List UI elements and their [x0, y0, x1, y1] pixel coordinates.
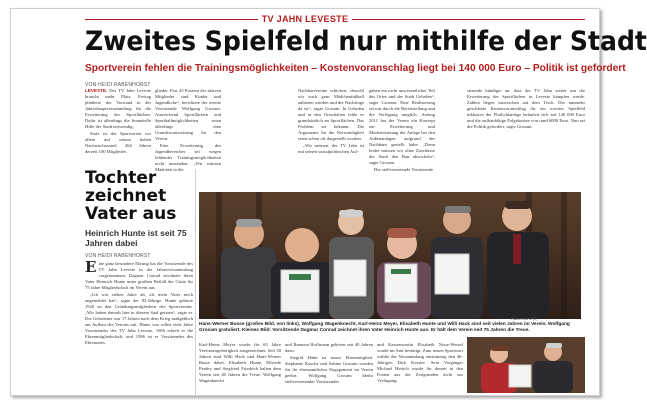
- paragraph: sitzende kündigte an, dass der TV Jahn weiter um die Erweiterung der Sportflächen in Leveste kämpfen werde. Zahlen liegen inzwischen auf dem Tisch. Der nunmehr geschätzte Kostenvoranschlag für ein zweites Spielfeld inklusive der Flutlichtanlage belaufen sich auf 140 000 Euro und die aufbaufähige Folgekosten von rund 6000 Euro. Nun sei die Politik gefordert, sagte Grosam.: [467, 88, 585, 129]
- paragraph: Der stellvertretende Vorsitzende: [374, 167, 434, 172]
- side-column-left: [85, 258, 193, 393]
- paragraph: und Kassenwartin Elisabeth Nisse-Wetzel wurde im Amt bestätigt. Zum neuen Sportwart wählte die Versammlung einstimmig den 46-Jährigen Dirk Kessler. Sein Vorgänger Michael Hettich wurde für diesen in den Posten aus der Zeitgründen nicht zur Verfügung.: [377, 342, 463, 383]
- paragraph: Siegrid Hahn ist neues Ehrenmitglied. Stephanie Kusche und Sabine Grosam wurden für ihr ehrenamtliches Engagement im Verein geehrt. Wolfgang Grosam bleibt stellvertretender Vorsitzender: [285, 355, 373, 384]
- rubric: [11, 14, 599, 24]
- paragraph: ine ganz besondere Ehrung hat die Vorsitzende des TV Jahn Leveste in der Jahresversammlung vorgenommen. Dagmar Conrad zeichnete ihren Vater Heinrich Hunte unter großem Beifall der Gäste für 75 Jahre Mitgliedschaft im Verein aus.: [85, 261, 193, 290]
- paragraph: Eine Erweiterung des Jugendbereiches sei wegen fehlender Trainingsmöglichkeiten nicht umsetzbar. „Wir müssen Mädchen in die: [155, 143, 221, 172]
- column-divider: [195, 169, 196, 395]
- side-column-far: [377, 342, 463, 394]
- article-column-4: [369, 88, 435, 180]
- dateline: LEVESTE.: [85, 88, 108, 93]
- paragraph: glieder. Fast 45 Prozent der aktiven Mitglieder sind Kinder und Jugendliche“, berichtete der zweite Vorsitzende Wolfgang Grosam. Ausreichend Sportflächen und Sportballmöglichkeiten seien allerdings eine Grundvoraussetzung für den Verein.: [155, 88, 221, 141]
- headline: Zweites Spielfeld nur mithilfe der Stadt: [85, 26, 647, 57]
- paragraph: Karl-Heinz Meyer wurde für 65 Jahre Vereinszugehörigkeit ausgezeichnet. Seit 50 Jahren sind Willi Hack und Hans-Werner Busse dabei. Elisabeth Hunte, Elfriede Pardey und Siegfried Friedrich halten dem Verein seit 40 Jahren die Treue. Wolfgang Wagenknecht: [199, 342, 281, 383]
- photo-caption: [199, 322, 581, 334]
- group-photo-illustration: [199, 192, 581, 319]
- article-column-1: [85, 88, 151, 166]
- paragraph: Der TV Jahn Leveste braucht mehr Platz. Freitag plädierte der Vorstand in der Jahreshauptversammlung für die Erweiterung der Sportflächen. Dafür ist allerdings die finanzielle Hilfe der Stadt notwendig.: [85, 88, 151, 129]
- dropcap: E: [85, 258, 97, 276]
- caption-text: Hans-Werner Busse (großes Bild, von links), Wolfgang Wagenknecht, Karl-Heinz Meyer, Elisabeth Hunte und Willi Hack sind seit vielen Jahren im Verein. Wolfgang Grosam gratuliert. Kleines Bild: Vorsitzende Dagmar Conrad zeichnet ihren Vater Heinrich Hunte aus. Er hält dem Verein seit 75 Jahren die Treue.: [199, 322, 570, 334]
- rubric-label: TV JAHN LEVESTE: [258, 14, 353, 24]
- paragraph: „Ich war sieben Jahre alt, als mein Vater mich angemeldet hat“, sagte der 82-Jährige. Hunte gehörte 1920 zu den Gründungsmitgliedern des Sportvereins. „Wir haben damals hier in diesem Saal geturnt“, sagte er. Der Gehrdener war 17 Jahren nach dem Krieg maßgeblich am Aufbau des Vereins mit. Hunte war selbst viele Jahre Vorsitzender des TV Jahn Leveste. 1966 erhielt er die Ehrenmitgliedschaft, und 1996 ist er Vorsitzender des Ehrenrates.: [85, 292, 193, 345]
- article-column-5: [467, 88, 585, 180]
- article-column-2: [155, 88, 221, 172]
- byline: VON HEIDI RABENHORST: [85, 82, 151, 88]
- article-column-3: [298, 88, 364, 180]
- paragraph: und Ramona Hoffmann gehören seit 40 Jahren dazu.: [285, 342, 373, 353]
- paragraph: Nachbarvereine schicken, obwohl wir auch gern Mädchenfußball anbieten würden und die Nachfrage da ist“, sagte Grosam. In Gehrden und in den Ortschaften fehle es grundsätzlich an Sportflächen. Das Problem sei bekannt. Die Argumente für die Notwendigkeit seien schon oft dargestellt worden.: [298, 88, 364, 141]
- side-subheadline: Heinrich Hunte ist seit 75 Jahren dabei: [85, 228, 187, 248]
- small-photo: [467, 337, 585, 393]
- small-photo-illustration: [467, 337, 585, 393]
- group-photo: [199, 192, 581, 319]
- article-image-placeholder: [225, 88, 295, 166]
- paragraph: gaben ein nicht unwesentlicher Teil des Ortes und der Stadt Gehrden“, sagte Grosam. Eine Realisierung sei nur durch die Bereitstellung und die Verfügung möglich. Anfang 2011 hat der Verein ein Konzept zur Erweiterung und Modernisierung der Anlage bei den Außenanlagen aufgrund der Nachbarn gestellt habe. „Denn leider müssen wir ohne Zuschüsse der Stadt den Bau abwickeln“, sagte Grosam.: [369, 88, 435, 165]
- side-headline: Tochter zeichnet Vater aus: [85, 168, 177, 224]
- subheadline: Sportverein fehlen die Trainingsmöglichkeiten – Kostenvoranschlag liegt bei 140 000 Euro – Politik ist gefordert: [85, 63, 626, 74]
- photo-credit: Rabenhorst (2): [511, 316, 538, 321]
- side-byline: VON HEIDI RABENHORST: [85, 253, 151, 259]
- article-graphic: [225, 88, 295, 166]
- side-column-right: [285, 342, 373, 394]
- newspaper-page: [10, 8, 647, 396]
- paragraph: Stolz ist der Sportverein vor allem auf seinen hohen Nachwuchsanteil. 264 Jahren derzeit 100 Mitglieder.: [85, 131, 151, 154]
- paragraph: „Wir meinen, der TV Jahn ist mit seinen sozialpolitischen Auf-: [298, 143, 364, 154]
- side-column-mid: [199, 342, 281, 394]
